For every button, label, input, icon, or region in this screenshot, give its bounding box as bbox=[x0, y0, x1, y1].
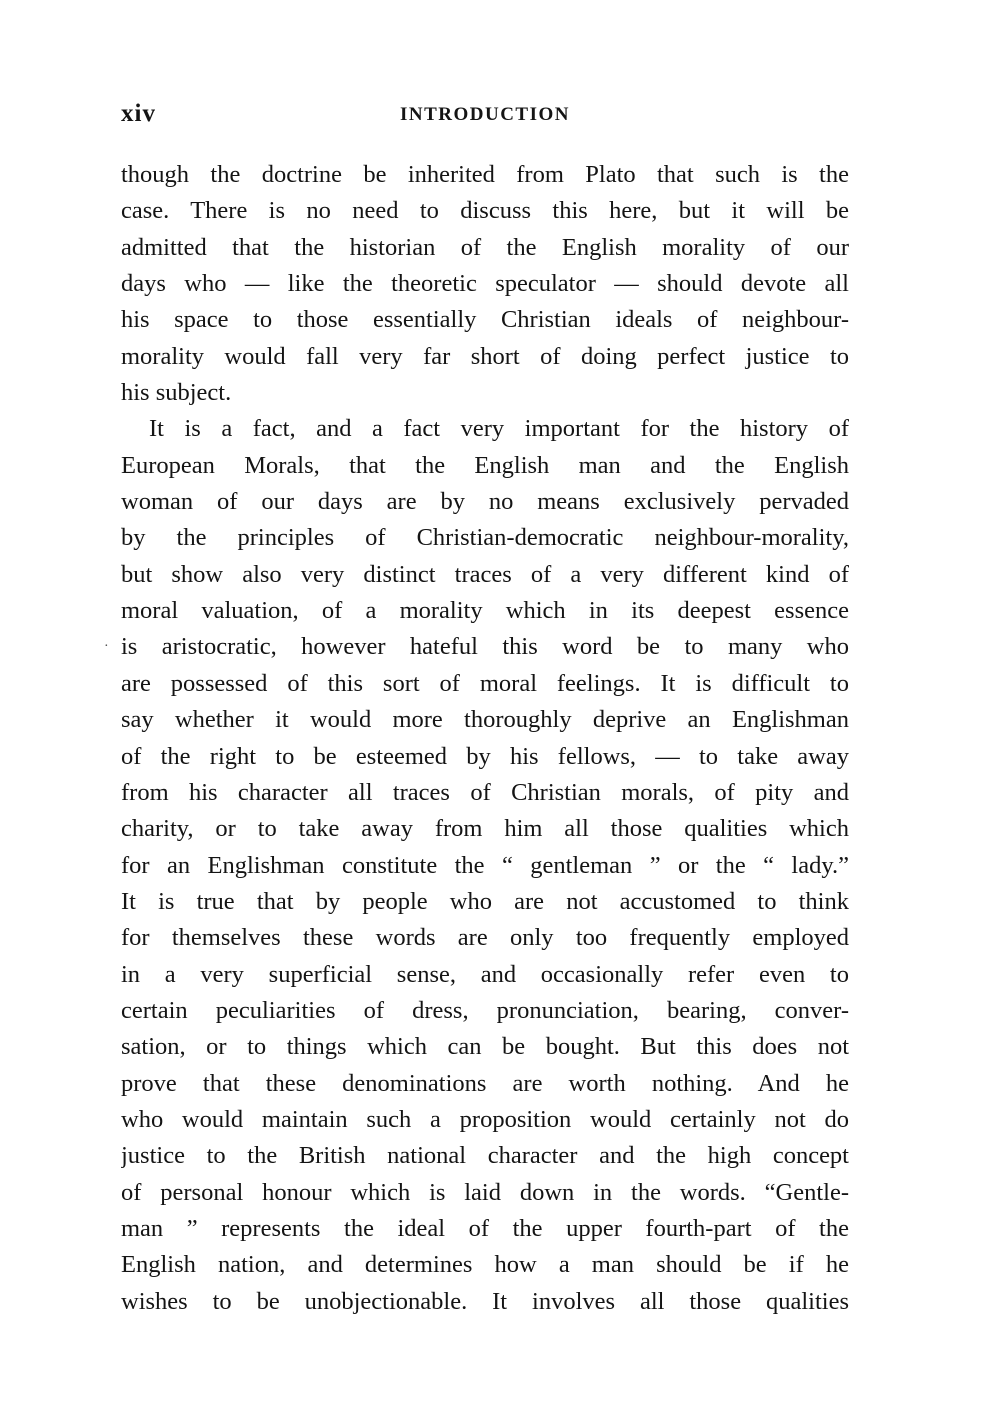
text-line: say whether it would more thoroughly deprive an Englishman bbox=[121, 706, 849, 734]
body-text bbox=[121, 157, 849, 1320]
text-line: European Morals, that the English man and the English bbox=[121, 451, 849, 479]
text-line: for an Englishman constitute the “ gentleman ” or the “ lady.” bbox=[121, 851, 849, 879]
text-line: days who — like the theoretic speculator — should devote all bbox=[121, 270, 849, 298]
text-line: morality would fall very far short of doing perfect justice to bbox=[121, 342, 849, 370]
text-line: It is a fact, and a fact very important for the history of bbox=[149, 415, 849, 443]
text-line: his space to those essentially Christian ideals of neighbour- bbox=[121, 306, 849, 334]
text-line: man ” represents the ideal of the upper fourth-part of the bbox=[121, 1214, 849, 1242]
text-line: from his character all traces of Christian morals, of pity and bbox=[121, 778, 849, 806]
text-line: certain peculiarities of dress, pronunciation, bearing, conver- bbox=[121, 996, 849, 1024]
text-line: who would maintain such a proposition would certainly not do bbox=[121, 1105, 849, 1133]
text-line: case. There is no need to discuss this here, but it will be bbox=[121, 197, 849, 225]
text-line: of personal honour which is laid down in the words. “Gentle- bbox=[121, 1178, 849, 1206]
text-line: for themselves these words are only too frequently employed bbox=[121, 924, 849, 952]
text-line: charity, or to take away from him all those qualities which bbox=[121, 815, 849, 843]
text-line: prove that these denominations are worth nothing. And he bbox=[121, 1069, 849, 1097]
text-line: his subject. bbox=[121, 379, 232, 407]
text-line: wishes to be unobjectionable. It involves all those qualities bbox=[121, 1287, 849, 1315]
text-line: by the principles of Christian-democratic neighbour-morality, bbox=[121, 524, 849, 552]
text-line: English nation, and determines how a man should be if he bbox=[121, 1251, 849, 1279]
paragraph bbox=[121, 411, 849, 1320]
text-line: but show also very distinct traces of a very different kind of bbox=[121, 560, 849, 588]
margin-mark: · bbox=[104, 639, 109, 654]
text-line: in a very superficial sense, and occasionally refer even to bbox=[121, 960, 849, 988]
page-header bbox=[121, 96, 849, 136]
text-line: admitted that the historian of the English morality of our bbox=[121, 233, 849, 261]
page-number: xiv bbox=[121, 100, 156, 127]
paragraph bbox=[121, 157, 849, 411]
text-line: of the right to be esteemed by his fellows, — to take away bbox=[121, 742, 849, 770]
text-line: are possessed of this sort of moral feelings. It is difficult to bbox=[121, 669, 849, 697]
text-line: moral valuation, of a morality which in its deepest essence bbox=[121, 597, 849, 625]
text-line: justice to the British national character and the high concept bbox=[121, 1142, 849, 1170]
running-head: INTRODUCTION bbox=[399, 104, 571, 125]
text-line: though the doctrine be inherited from Plato that such is the bbox=[121, 161, 849, 188]
text-line: It is true that by people who are not accustomed to think bbox=[121, 887, 849, 915]
text-line: sation, or to things which can be bought. But this does not bbox=[121, 1033, 849, 1061]
text-line: woman of our days are by no means exclusively pervaded bbox=[121, 488, 849, 516]
text-line: is aristocratic, however hateful this word be to many who bbox=[121, 633, 849, 661]
